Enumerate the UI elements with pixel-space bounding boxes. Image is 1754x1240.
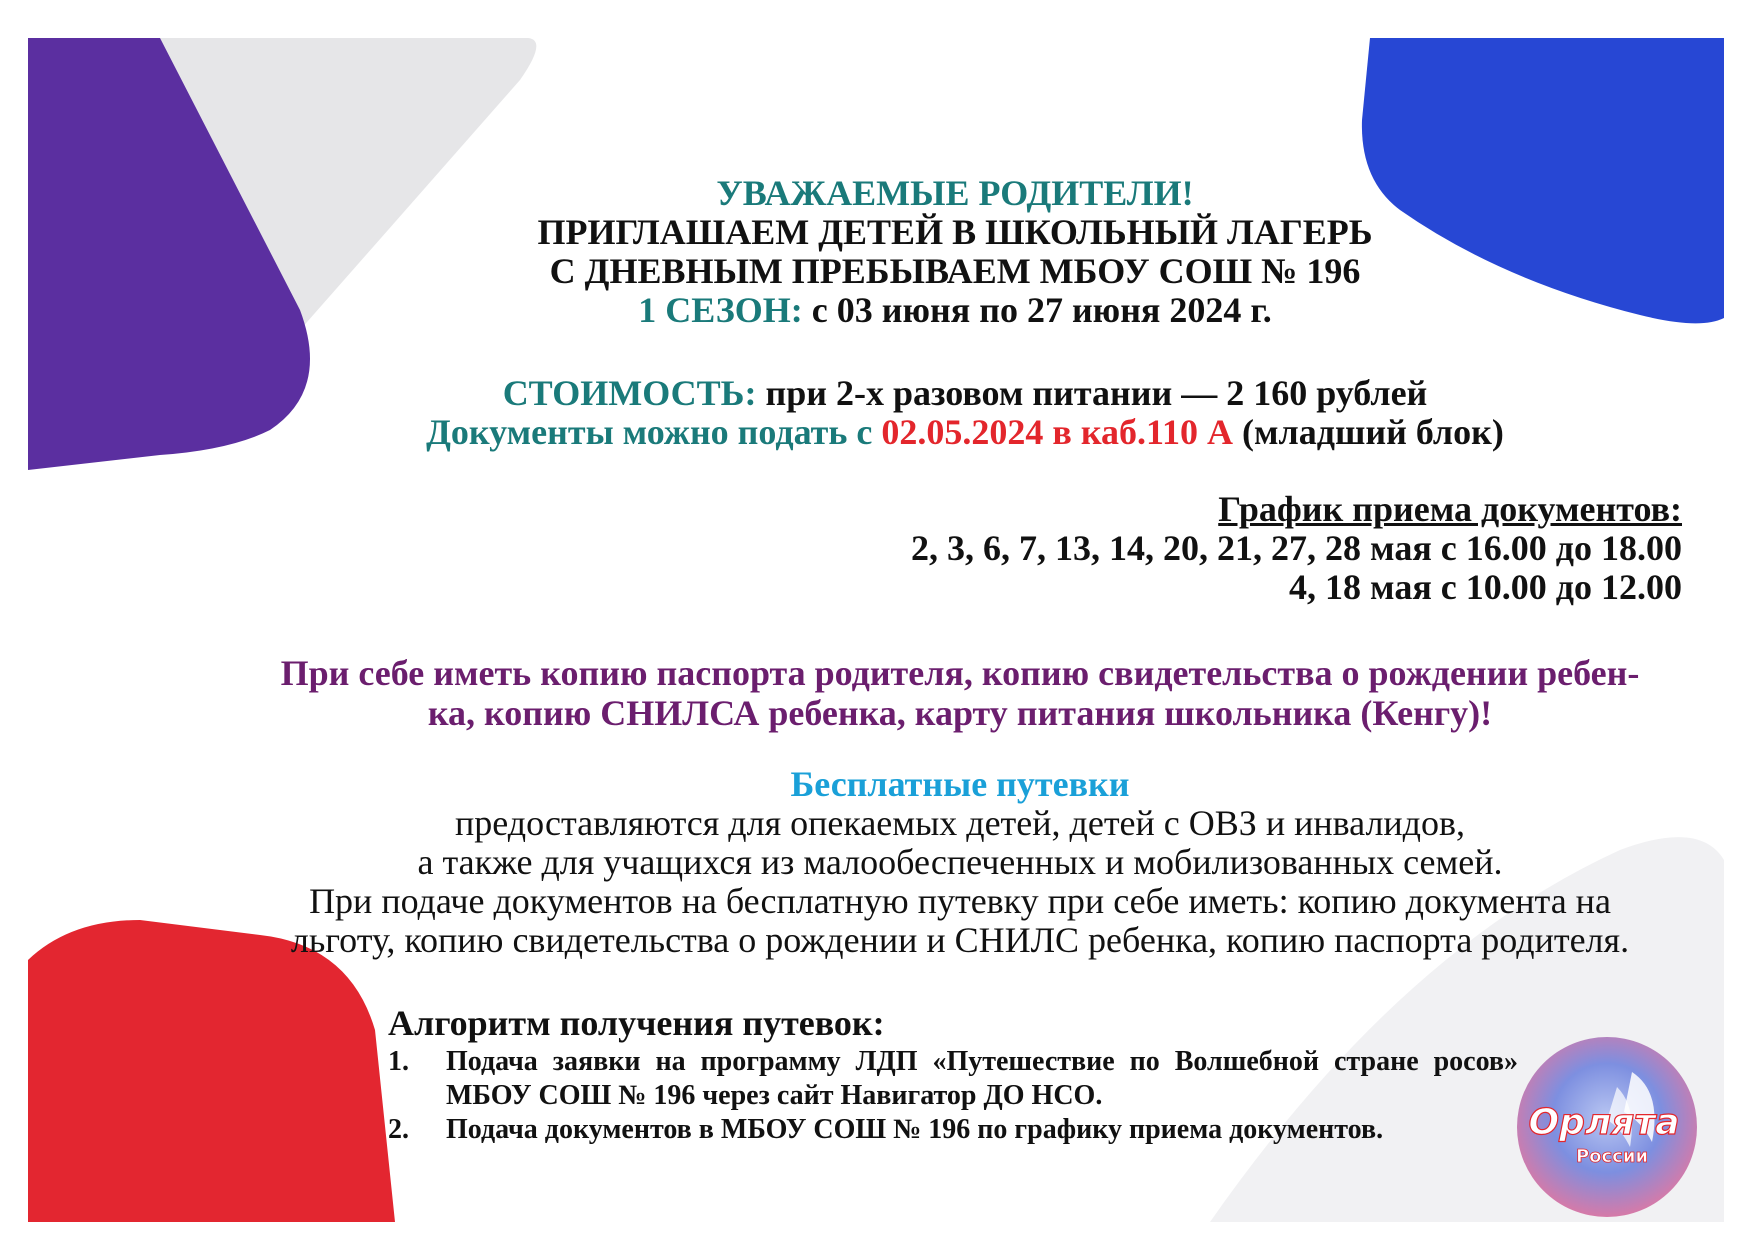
free-line-1: предоставляются для опекаемых детей, детей с ОВЗ и инвалидов, — [455, 803, 1465, 843]
free-line-2: а также для учащихся из малообеспеченных и мобилизованных семей. — [417, 842, 1503, 882]
free-line-3: При подаче документов на бесплатную путевку при себе иметь: копию документа на — [309, 881, 1611, 921]
free-vouchers-title: Бесплатные путевки — [790, 764, 1130, 804]
algorithm-list — [388, 1045, 1518, 1147]
free-vouchers-block — [240, 765, 1680, 960]
greeting: УВАЖАЕМЫЕ РОДИТЕЛИ! — [716, 173, 1194, 213]
algorithm-step — [388, 1113, 1518, 1147]
documents-prefix: Документы можно подать с — [426, 412, 873, 452]
algorithm-block — [388, 1003, 1518, 1147]
invite-line-2: С ДНЕВНЫМ ПРЕБЫВАЕМ МБОУ СОШ № 196 — [549, 251, 1361, 291]
documents-date-place: 02.05.2024 в каб.110 А — [881, 412, 1234, 452]
algorithm-title: Алгоритм получения путевок: — [388, 1003, 885, 1043]
bring-line-2: ка, копию СНИЛСА ребенка, карту питания школьника (Кенгу)! — [427, 693, 1493, 733]
invite-line-1: ПРИГЛАШАЕМ ДЕТЕЙ В ШКОЛЬНЫЙ ЛАГЕРЬ — [537, 212, 1373, 252]
schedule-line-2: 4, 18 мая с 10.00 до 12.00 — [1289, 567, 1682, 607]
schedule-block — [782, 490, 1682, 607]
cost-block — [340, 374, 1590, 452]
header-block — [430, 174, 1480, 330]
step-text: Подача заявки на программу ЛДП «Путешествие по Волшебной стране росов» МБОУ СОШ № 196 через сайт Навигатор ДО НСО. — [446, 1046, 1518, 1111]
schedule-line-1: 2, 3, 6, 7, 13, 14, 20, 21, 27, 28 мая с 16.00 до 18.00 — [911, 528, 1682, 568]
step-number: 2. — [388, 1114, 409, 1145]
step-number: 1. — [388, 1046, 409, 1077]
free-line-4: льготу, копию свидетельства о рождении и СНИЛС ребенка, копию паспорта родителя. — [290, 920, 1630, 960]
cost-value: при 2-х разовом питании — 2 160 рублей — [765, 373, 1428, 413]
season-label: 1 СЕЗОН: — [638, 290, 803, 330]
logo-text-bottom: России — [1575, 1146, 1649, 1167]
season-line — [430, 291, 1480, 330]
orlyata-rossii-logo-icon — [1512, 1032, 1702, 1222]
step-text: Подача документов в МБОУ СОШ № 196 по графику приема документов. — [446, 1114, 1384, 1145]
schedule-title: График приема документов: — [1218, 489, 1682, 529]
season-dates: с 03 июня по 27 июня 2024 г. — [811, 290, 1272, 330]
cost-label: СТОИМОСТЬ: — [502, 373, 757, 413]
bring-documents-block — [230, 653, 1690, 733]
documents-line — [340, 413, 1590, 452]
bring-line-1: При себе иметь копию паспорта родителя, копию свидетельства о рождении ребен- — [280, 653, 1640, 693]
logo-text-top: Орлята — [1528, 1102, 1680, 1143]
algorithm-step — [388, 1045, 1518, 1113]
cost-line — [340, 374, 1590, 413]
documents-suffix: (младший блок) — [1242, 412, 1504, 452]
